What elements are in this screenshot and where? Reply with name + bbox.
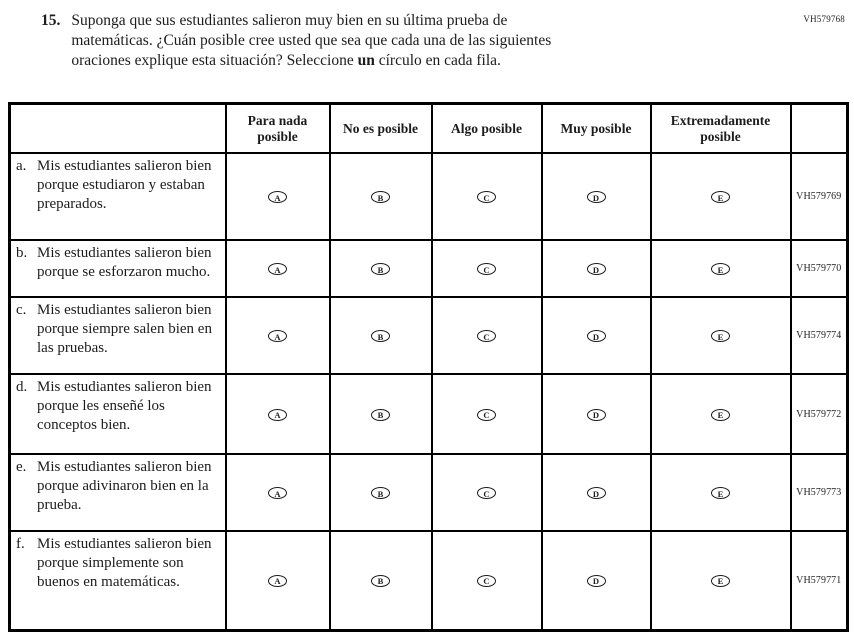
choice-cell [226,454,330,531]
header-cell-para-nada-posible: Para nada posible [226,104,330,154]
answer-bubble-d-E[interactable]: E [711,409,730,421]
answer-bubble-a-B[interactable]: B [371,191,390,203]
choice-cell [226,240,330,297]
choice-cell [226,531,330,630]
choice-cell [651,240,791,297]
choice-cell [651,531,791,630]
row-code-d: VH579772 [791,374,848,454]
answer-bubble-a-A[interactable]: A [268,191,287,203]
table-row-a [10,153,848,240]
question-line-3-bold: un [357,52,375,70]
answer-bubble-f-B[interactable]: B [371,575,390,587]
answer-bubble-b-B[interactable]: B [371,263,390,275]
header-row [10,104,848,154]
answer-bubble-a-C[interactable]: C [477,191,496,203]
answer-bubble-c-E[interactable]: E [711,330,730,342]
statement-cell-c [10,297,226,374]
answer-bubble-e-E[interactable]: E [711,487,730,499]
answer-bubble-b-C[interactable]: C [477,263,496,275]
table-row-e [10,454,848,531]
answer-bubble-f-D[interactable]: D [587,575,606,587]
row-code-a: VH579769 [791,153,848,240]
choice-cell [651,454,791,531]
answer-bubble-e-C[interactable]: C [477,487,496,499]
header-cell-no-es-posible: No es posible [330,104,432,154]
answer-bubble-e-D[interactable]: D [587,487,606,499]
choice-cell [330,531,432,630]
row-code-f: VH579771 [791,531,848,630]
question-line-3-post: círculo en cada fila. [374,52,501,70]
answer-bubble-c-C[interactable]: C [477,330,496,342]
row-code-b: VH579770 [791,240,848,297]
choice-cell [330,153,432,240]
answer-bubble-a-D[interactable]: D [587,191,606,203]
answer-bubble-a-E[interactable]: E [711,191,730,203]
answer-bubble-f-E[interactable]: E [711,575,730,587]
choice-cell [432,454,542,531]
choice-cell [330,240,432,297]
row-label-d: d. [16,379,28,395]
choice-cell [330,374,432,454]
choice-cell [432,374,542,454]
header-cell-algo-posible: Algo posible [432,104,542,154]
row-label-f: f. [16,536,25,552]
choice-cell [542,297,651,374]
statement-cell-e [10,454,226,531]
choice-cell [651,374,791,454]
answer-bubble-b-A[interactable]: A [268,263,287,275]
header-cell-code-empty [791,104,848,154]
table-row-b [10,240,848,297]
answer-bubble-d-B[interactable]: B [371,409,390,421]
statement-text-f: Mis estudiantes salieron bien porque simplemente son buenos en matemáticas. [37,536,212,590]
choice-cell [542,374,651,454]
statement-cell-f [10,531,226,630]
header-cell-extremadamente-posible: Extremadamente posible [651,104,791,154]
statement-text-c: Mis estudiantes salieron bien porque siempre salen bien en las pruebas. [37,302,212,356]
header-cell-empty [10,104,226,154]
choice-cell [226,374,330,454]
statement-cell-a [10,153,226,240]
choice-cell [432,297,542,374]
choice-cell [542,531,651,630]
answer-bubble-c-B[interactable]: B [371,330,390,342]
statement-text-b: Mis estudiantes salieron bien porque se esforzaron mucho. [37,245,212,280]
statement-text-e: Mis estudiantes salieron bien porque adivinaron bien en la prueba. [37,459,212,513]
statement-text-a: Mis estudiantes salieron bien porque estudiaron y estaban preparados. [37,158,212,212]
answer-bubble-e-A[interactable]: A [268,487,287,499]
question-number: 15. [41,12,61,29]
question-line-1: Suponga que sus estudiantes salieron muy bien en su última prueba de [71,12,508,29]
answer-bubble-d-C[interactable]: C [477,409,496,421]
row-code-c: VH579774 [791,297,848,374]
answer-bubble-f-C[interactable]: C [477,575,496,587]
answer-bubble-e-B[interactable]: B [371,487,390,499]
answer-bubble-c-D[interactable]: D [587,330,606,342]
question-line-2: matemáticas. ¿Cuán posible cree usted que sea que cada una de las siguientes [71,32,552,50]
choice-cell [226,153,330,240]
table-row-c [10,297,848,374]
statement-cell-b [10,240,226,297]
choice-cell [432,240,542,297]
choice-cell [651,153,791,240]
question-block [41,11,681,71]
choice-cell [330,297,432,374]
answer-bubble-f-A[interactable]: A [268,575,287,587]
question-text [71,11,551,71]
answer-bubble-d-A[interactable]: A [268,409,287,421]
choice-cell [542,454,651,531]
choice-cell [651,297,791,374]
choice-cell [226,297,330,374]
answer-bubble-c-A[interactable]: A [268,330,287,342]
answer-bubble-b-E[interactable]: E [711,263,730,275]
header-cell-muy-posible: Muy posible [542,104,651,154]
row-label-e: e. [16,459,27,475]
table-row-d [10,374,848,454]
statement-text-d: Mis estudiantes salieron bien porque les enseñé los conceptos bien. [37,379,212,433]
answer-bubble-d-D[interactable]: D [587,409,606,421]
choice-cell [542,240,651,297]
answer-bubble-b-D[interactable]: D [587,263,606,275]
row-code-e: VH579773 [791,454,848,531]
question-line-3-pre: oraciones explique esta situación? Seleccione [71,52,358,70]
row-label-c: c. [16,302,27,318]
choice-cell [432,153,542,240]
statement-cell-d [10,374,226,454]
form-code-top-right: VH579768 [803,14,845,24]
table-row-f [10,531,848,630]
choice-cell [432,531,542,630]
choice-cell [542,153,651,240]
row-label-b: b. [16,245,28,261]
row-label-a: a. [16,158,27,174]
response-table [8,102,849,632]
question-line-3 [71,51,551,71]
choice-cell [330,454,432,531]
